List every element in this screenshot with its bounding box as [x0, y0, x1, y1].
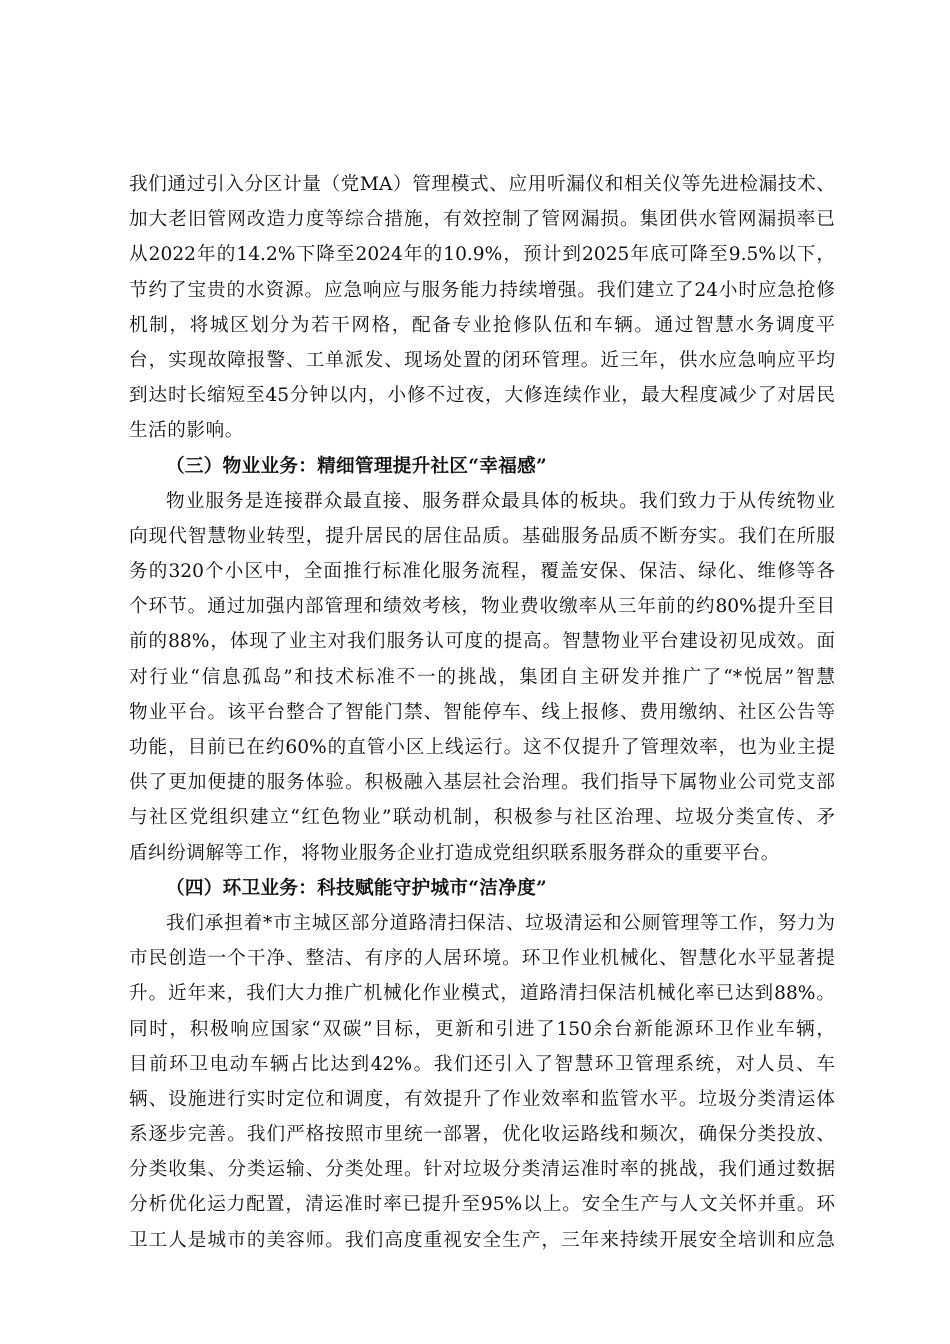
text-line: 从2022年的14.2%下降至2024年的10.9%，预计到2025年底可降至9.5%以下，	[129, 244, 835, 266]
paragraph-property	[129, 484, 835, 871]
text-line: 系逐步完善。我们严格按照市里统一部署，优化收运路线和频次，确保分类投放、	[129, 1124, 835, 1146]
text-line: 物业服务是连接群众最直接、服务群众最具体的板块。我们致力于从传统物业	[166, 490, 835, 512]
text-line: 分析优化运力配置，清运准时率已提升至95%以上。安全生产与人文关怀并重。环	[129, 1194, 835, 1216]
text-line: 机制，将城区划分为若干网格，配备专业抢修队伍和车辆。通过智慧水务调度平	[129, 314, 835, 336]
text-line: 加大老旧管网改造力度等综合措施，有效控制了管网漏损。集团供水管网漏损率已	[129, 209, 835, 231]
text-line: 市民创造一个干净、整洁、有序的人居环境。环卫作业机械化、智慧化水平显著提	[129, 948, 835, 970]
text-line: 同时，积极响应国家“双碳”目标，更新和引进了150余台新能源环卫作业车辆，	[129, 1018, 835, 1040]
paragraph-sanitation	[129, 906, 835, 1258]
text-line: 务的320个小区中，全面推行标准化服务流程，覆盖安保、保洁、绿化、维修等各	[129, 561, 835, 583]
text-line: 目前环卫电动车辆占比达到42%。我们还引入了智慧环卫管理系统，对人员、车	[129, 1053, 835, 1075]
text-line: 到达时长缩短至45分钟以内，小修不过夜，大修连续作业，最大程度减少了对居民	[129, 385, 835, 407]
section-heading-sanitation: （四）环卫业务：科技赋能守护城市“洁净度”	[166, 877, 547, 899]
text-line: 升。近年来，我们大力推广机械化作业模式，道路清扫保洁机械化率已达到88%。	[129, 983, 835, 1005]
text-line: 物业平台。该平台整合了智能门禁、智能停车、线上报修、费用缴纳、社区公告等	[129, 701, 835, 723]
section-heading-property: （三）物业业务：精细管理提升社区“幸福感”	[166, 455, 547, 477]
text-line: 盾纠纷调解等工作，将物业服务企业打造成党组织联系服务群众的重要平台。	[129, 842, 780, 864]
text-line: 功能，目前已在约60%的直管小区上线运行。这不仅提升了管理效率，也为业主提	[129, 737, 835, 758]
text-line: 我们通过引入分区计量（党MA）管理模式、应用听漏仪和相关仪等先进检漏技术、	[129, 174, 835, 195]
text-line: 前的88%，体现了业主对我们服务认可度的提高。智慧物业平台建设初见成效。面	[129, 631, 835, 653]
text-line: 供了更加便捷的服务体验。积极融入基层社会治理。我们指导下属物业公司党支部	[129, 772, 835, 794]
text-line: 分类收集、分类运输、分类处理。针对垃圾分类清运准时率的挑战，我们通过数据	[129, 1159, 835, 1181]
text-line: 卫工人是城市的美容师。我们高度重视安全生产，三年来持续开展安全培训和应急	[129, 1229, 835, 1251]
text-line: 对行业“信息孤岛”和技术标准不一的挑战，集团自主研发并推广了“*悦居”智慧	[129, 666, 835, 688]
paragraph-water-supply	[129, 167, 835, 449]
text-line: 辆、设施进行实时定位和调度，有效提升了作业效率和监管水平。垃圾分类清运体	[129, 1088, 835, 1110]
text-line: 生活的影响。	[129, 420, 244, 442]
text-line: 我们承担着*市主城区部分道路清扫保洁、垃圾清运和公厕管理等工作，努力为	[166, 912, 835, 934]
text-line: 与社区党组织建立“红色物业”联动机制，积极参与社区治理、垃圾分类宣传、矛	[129, 807, 835, 829]
text-line: 个环节。通过加强内部管理和绩效考核，物业费收缴率从三年前的约80%提升至目	[129, 596, 835, 618]
text-line: 台，实现故障报警、工单派发、现场处置的闭环管理。近三年，供水应急响应平均	[129, 349, 835, 371]
text-line: 节约了宝贵的水资源。应急响应与服务能力持续增强。我们建立了24小时应急抢修	[129, 279, 835, 301]
document-page	[129, 167, 835, 1258]
text-line: 向现代智慧物业转型，提升居民的居住品质。基础服务品质不断夯实。我们在所服	[129, 525, 835, 547]
